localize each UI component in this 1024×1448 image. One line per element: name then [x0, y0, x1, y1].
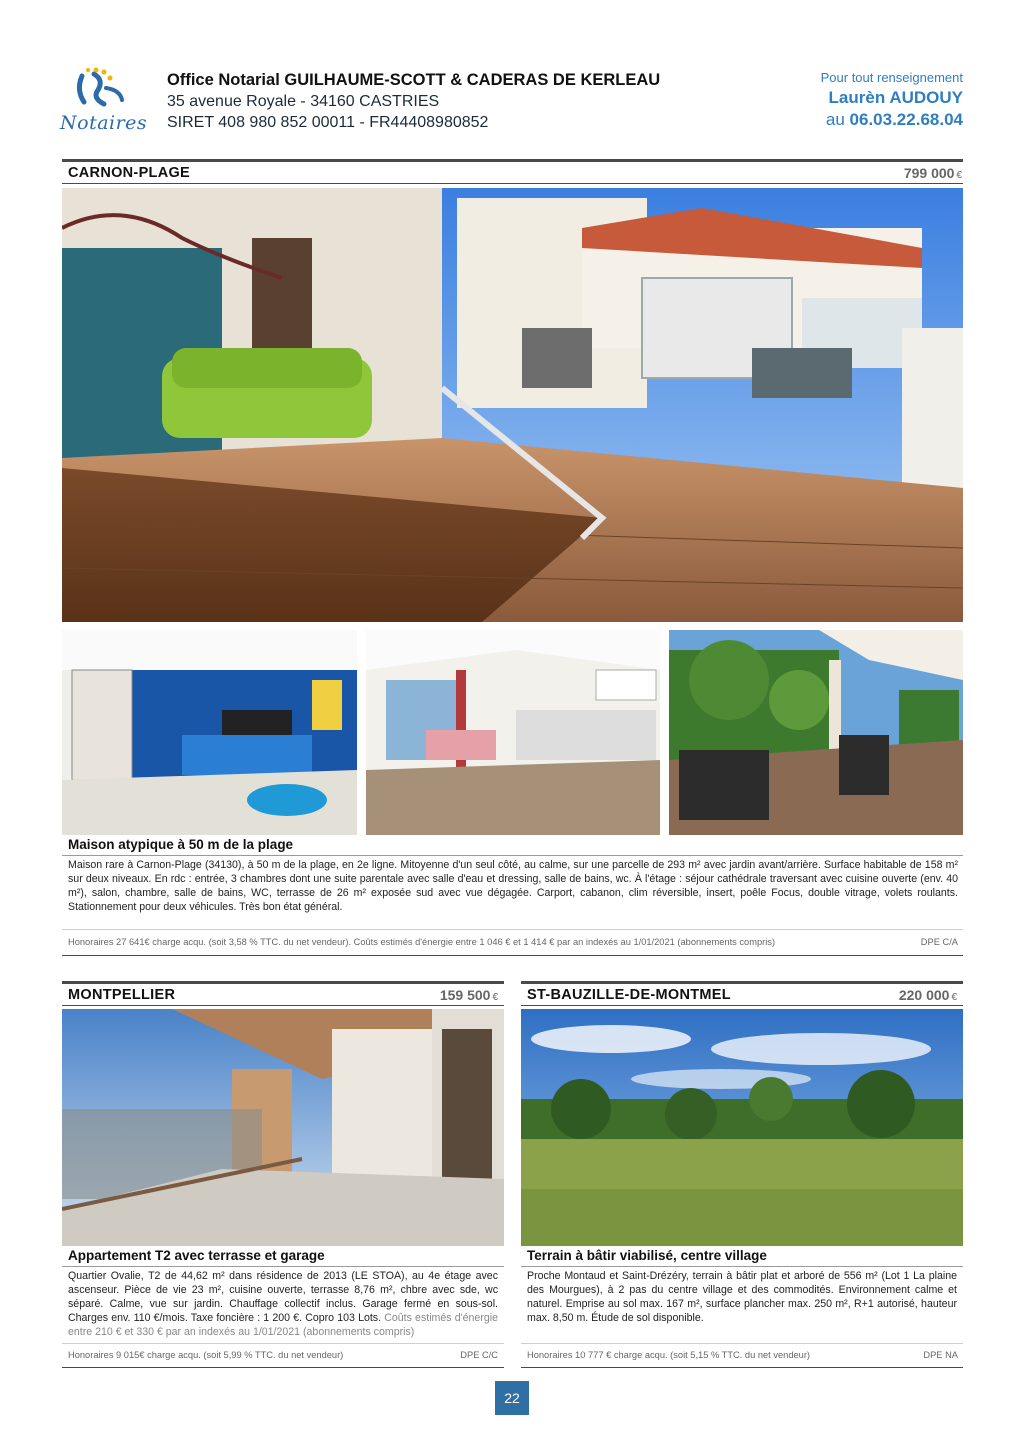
listing-dpe: DPE C/A: [920, 937, 958, 947]
balcony-photo[interactable]: [62, 1009, 504, 1246]
notaires-logo: [58, 66, 154, 142]
listing-price: 159 500 €: [439, 987, 498, 1003]
divider: [521, 1266, 963, 1267]
listing-title: Appartement T2 avec terrasse et garage: [68, 1248, 325, 1263]
divider: [62, 1266, 504, 1267]
listing-fees: Honoraires 27 641€ charge acqu. (soit 3,58 % TTC. du net vendeur). Coûts estimés d'énergie entre 1 046 € et 1 414 € par an indexés au 1/01/2021 (abonnements compris): [68, 937, 776, 947]
bedroom-photo[interactable]: [62, 630, 357, 835]
section-divider: [62, 981, 504, 984]
listing-description-block: [68, 1269, 498, 1339]
contact-phone[interactable]: 06.03.22.68.04: [849, 110, 963, 129]
listing-dpe: DPE NA: [923, 1350, 958, 1360]
divider: [62, 1343, 504, 1344]
section-divider: [62, 183, 963, 184]
divider: [62, 855, 963, 856]
listing-city: ST-BAUZILLE-DE-MONTMEL: [527, 987, 731, 1003]
office-info: [167, 70, 660, 133]
listing-title: Terrain à bâtir viabilisé, centre village: [527, 1248, 767, 1263]
covered-terrace-photo[interactable]: [669, 630, 963, 835]
terrace-photo[interactable]: [62, 188, 963, 622]
listing-city: CARNON-PLAGE: [68, 165, 191, 181]
land-photo[interactable]: [521, 1009, 963, 1246]
kitchen-photo[interactable]: [366, 630, 660, 835]
office-name: Office Notarial GUILHAUME-SCOTT & CADERAS DE KERLEAU: [167, 71, 661, 89]
listing-title: Maison atypique à 50 m de la plage: [68, 837, 294, 852]
page-number: 22: [495, 1381, 529, 1415]
listing-dpe: DPE C/C: [460, 1350, 498, 1360]
listing-price: 799 000 €: [903, 165, 962, 181]
listing-description: Quartier Ovalie, T2 de 44,62 m² dans résidence de 2013 (LE STOA), au 4e étage avec ascenseur. Pièce de vie 23 m², cuisine ouverte, terrasse 8,76 m², chbre avec sde, wc séparé. Calme, vue sur jardin. Chauffage collectif inclus. Garage fermé en sous-sol. Charges env. 110 €/mois. Taxe foncière : 1 200 €. Copro 103 Lots.: [68, 1270, 498, 1324]
section-divider: [521, 1367, 963, 1368]
divider: [521, 1343, 963, 1344]
contact-block: [821, 70, 963, 130]
contact-lead: Pour tout renseignement: [820, 70, 963, 85]
contact-phone-prefix: au: [825, 110, 845, 129]
office-siret: SIRET 408 980 852 00011 - FR44408980852: [167, 114, 489, 131]
section-divider: [521, 981, 963, 984]
notaires-emblem-icon: [58, 66, 154, 116]
section-divider: [62, 1005, 504, 1006]
section-divider: [62, 955, 963, 956]
listing-fees: Honoraires 10 777 € charge acqu. (soit 5,15 % TTC. du net vendeur): [527, 1350, 811, 1360]
listing-fees: Honoraires 9 015€ charge acqu. (soit 5,99 % TTC. du net vendeur): [68, 1350, 344, 1360]
listing-city: MONTPELLIER: [68, 987, 176, 1003]
listing-description: Proche Montaud et Saint-Drézéry, terrain à bâtir plat et arboré de 556 m² (Lot 1 La plaine des Mourgues), à 2 pas du centre village et des commodités. Environnement calme et naturel. Emprise au sol max. 167 m², surface plancher max. 250 m², R+1 autorisé, hauteur max. 8,50 m. Étude de sol disponible.: [527, 1270, 957, 1324]
listing-description: Maison rare à Carnon-Plage (34130), à 50 m de la plage, en 2e ligne. Mitoyenne d'un seul côté, au calme, sur une parcelle de 293 m² avec jardin avant/arrière. Surface habitable de 158 m² sur deux niveaux. En rdc : entrée, 3 chambres dont une suite parentale avec salle d'eau et dressing, salle de bains, wc. À l'étage : séjour cathédrale traversant avec cuisine ouverte (env. 40 m²), salon, chambre, salle de bains, WC, terrasse de 26 m² exposée sud avec vue dégagée. Carport, cabanon, clim réversible, insert, poêle Focus, double vitrage, volets roulants. Stationnement pour deux véhicules. Très bon état général.: [68, 859, 958, 913]
contact-phone-line: [821, 110, 963, 130]
logo-text: Notaires: [60, 112, 148, 134]
listing-energy: Coûts estimés d'énergie entre 210 € et 330 € par an indexés au 1/01/2021 (abonnements compris): [68, 1312, 498, 1338]
section-divider: [62, 1367, 504, 1368]
contact-name: Laurèn AUDOUY: [828, 88, 963, 107]
section-divider: [62, 159, 963, 162]
office-address: 35 avenue Royale - 34160 CASTRIES: [167, 93, 440, 110]
divider: [62, 929, 963, 930]
section-divider: [521, 1005, 963, 1006]
listing-price: 220 000 €: [898, 987, 957, 1003]
